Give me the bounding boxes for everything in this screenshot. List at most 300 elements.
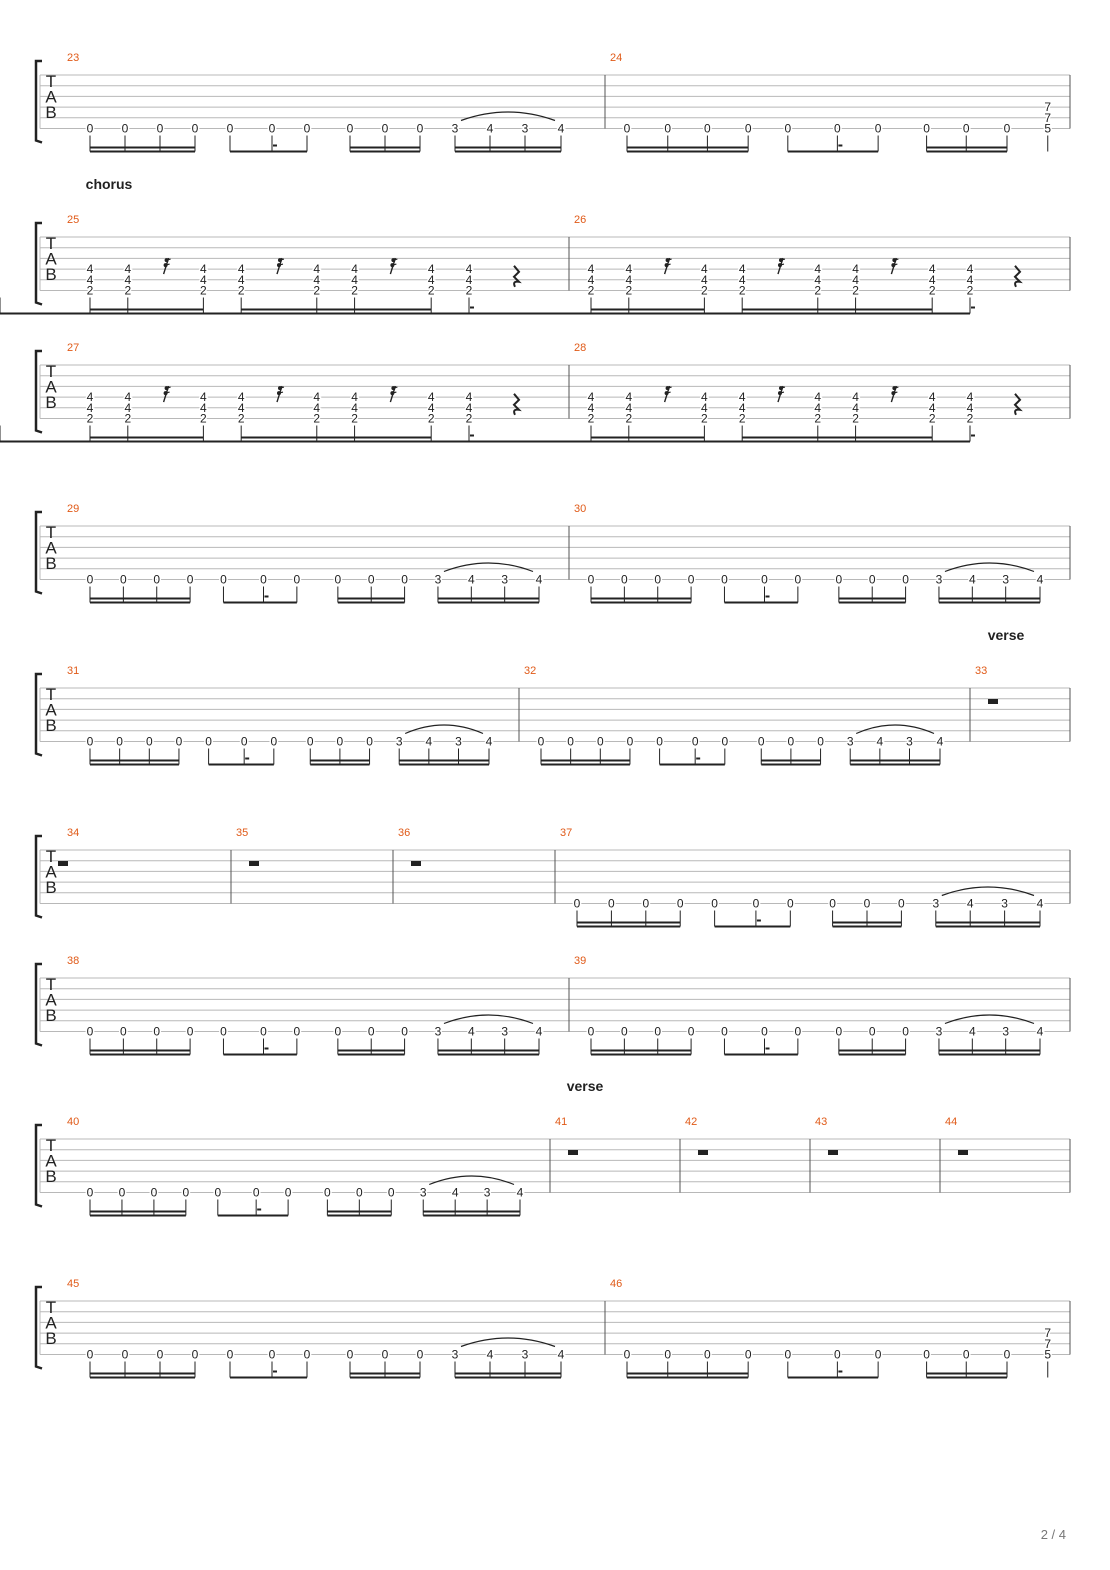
tab-system xyxy=(36,503,1070,603)
system-bracket xyxy=(36,223,42,305)
fret-number: 4 xyxy=(587,272,595,287)
fret-number: 0 xyxy=(863,896,871,911)
fret-number: 4 xyxy=(237,400,245,415)
rhythm-dot xyxy=(765,596,769,598)
fret-number: 4 xyxy=(1036,1024,1044,1039)
fret-number: 4 xyxy=(486,121,494,136)
measure-number: 42 xyxy=(685,1116,698,1128)
fret-number: 4 xyxy=(852,262,859,277)
fret-number: 0 xyxy=(205,734,212,749)
fret-number: 0 xyxy=(334,572,342,587)
fret-number: 0 xyxy=(654,1024,662,1039)
rhythm-dot xyxy=(838,145,842,147)
fret-number: 4 xyxy=(427,400,435,415)
fret-number: 3 xyxy=(906,734,913,749)
fret-number: 4 xyxy=(966,400,974,415)
measure-number: 31 xyxy=(67,665,80,677)
fret-number: 0 xyxy=(761,572,768,587)
fret-number: 0 xyxy=(761,1024,768,1039)
measure xyxy=(0,214,1020,314)
fret-number: 2 xyxy=(427,411,435,426)
fret-number: 4 xyxy=(814,272,822,287)
fret-number: 0 xyxy=(923,1347,930,1362)
fret-number: 2 xyxy=(237,283,245,298)
measure-number: 41 xyxy=(555,1116,568,1128)
fret-number: 0 xyxy=(621,572,628,587)
fret-number: 3 xyxy=(521,1347,529,1362)
fret-number: 0 xyxy=(86,1185,94,1200)
fret-number: 4 xyxy=(701,262,708,277)
fret-number: 4 xyxy=(557,121,565,136)
tab-clef-letter: B xyxy=(45,554,57,573)
system-bracket xyxy=(36,674,42,756)
measure-number: 43 xyxy=(815,1116,828,1128)
fret-number: 0 xyxy=(416,1347,424,1362)
fret-number: 4 xyxy=(86,400,94,415)
fret-number: 4 xyxy=(427,272,435,287)
measure-number: 26 xyxy=(574,214,587,226)
rhythm-dot xyxy=(470,435,474,437)
fret-number: 3 xyxy=(483,1185,491,1200)
fret-number: 0 xyxy=(120,572,127,587)
fret-number: 4 xyxy=(200,390,207,405)
fret-number: 0 xyxy=(156,121,164,136)
tab-system xyxy=(36,827,1070,927)
fret-number: 4 xyxy=(966,896,974,911)
fret-number: 0 xyxy=(676,896,684,911)
fret-number: 4 xyxy=(966,390,974,405)
fret-number: 0 xyxy=(587,1024,595,1039)
measure xyxy=(0,342,1020,442)
system-bracket xyxy=(36,512,42,594)
slur-3-4-3-4 xyxy=(942,887,1034,896)
fret-number: 0 xyxy=(268,121,276,136)
fret-number: 4 xyxy=(237,272,245,287)
measure-number: 29 xyxy=(67,503,80,515)
fret-number: 2 xyxy=(351,411,358,426)
rhythm-dot xyxy=(971,307,975,309)
tab-clef-letter: B xyxy=(45,103,57,122)
fret-number: 3 xyxy=(1002,1024,1010,1039)
fret-number: 0 xyxy=(902,1024,909,1039)
fret-number: 0 xyxy=(608,896,615,911)
fret-number: 0 xyxy=(868,1024,876,1039)
measure xyxy=(236,827,259,866)
measure xyxy=(574,503,1044,603)
fret-number: 0 xyxy=(664,1347,672,1362)
tab-clef-letter: T xyxy=(45,72,57,91)
fret-number: 4 xyxy=(313,390,321,405)
fret-number: 7 xyxy=(1044,1326,1052,1341)
fret-number: 0 xyxy=(902,572,909,587)
fret-number: 4 xyxy=(200,400,207,415)
fret-number: 0 xyxy=(191,121,199,136)
system-bracket xyxy=(36,964,42,1046)
fret-number: 4 xyxy=(852,400,859,415)
fret-number: 2 xyxy=(966,411,974,426)
tab-clef-letter: A xyxy=(45,990,57,1010)
fret-number: 4 xyxy=(351,262,358,277)
measure xyxy=(815,1116,838,1155)
tab-clef-letter: T xyxy=(45,234,57,253)
fret-number: 3 xyxy=(451,1347,459,1362)
fret-number: 0 xyxy=(962,1347,970,1362)
fret-number: 0 xyxy=(642,896,650,911)
fret-number: 0 xyxy=(150,1185,158,1200)
fret-number: 0 xyxy=(711,896,718,911)
fret-number: 3 xyxy=(434,1024,442,1039)
fret-number: 0 xyxy=(573,896,581,911)
fret-number: 0 xyxy=(621,1024,628,1039)
fret-number: 0 xyxy=(355,1185,363,1200)
measure-number: 34 xyxy=(67,827,80,839)
tab-clef-letter: A xyxy=(45,249,57,269)
tab-clef-letter: B xyxy=(45,1006,57,1025)
fret-number: 4 xyxy=(625,390,633,405)
fret-number: 0 xyxy=(401,1024,408,1039)
rhythm-dot xyxy=(257,1209,261,1211)
fret-number: 0 xyxy=(121,1347,129,1362)
fret-number: 0 xyxy=(284,1185,292,1200)
fret-number: 2 xyxy=(313,283,321,298)
fret-number: 0 xyxy=(381,1347,389,1362)
fret-number: 0 xyxy=(835,1024,843,1039)
fret-number: 4 xyxy=(625,272,633,287)
fret-number: 2 xyxy=(852,283,859,298)
page-number: 2 / 4 xyxy=(1040,1527,1066,1542)
fret-number: 0 xyxy=(401,572,408,587)
fret-number: 4 xyxy=(814,390,822,405)
tab-system xyxy=(0,176,1070,314)
fret-number: 0 xyxy=(118,1185,126,1200)
tab-system xyxy=(36,1078,1070,1216)
fret-number: 0 xyxy=(324,1185,331,1200)
fret-number: 0 xyxy=(794,1024,802,1039)
fret-number: 4 xyxy=(465,262,473,277)
rhythm-dot xyxy=(838,1371,842,1373)
fret-number: 0 xyxy=(346,1347,354,1362)
fret-number: 2 xyxy=(124,411,132,426)
fret-number: 4 xyxy=(237,390,245,405)
tab-system xyxy=(36,1278,1070,1378)
fret-number: 4 xyxy=(237,262,245,277)
fret-number: 4 xyxy=(876,734,884,749)
fret-number: 3 xyxy=(501,1024,509,1039)
fret-number: 2 xyxy=(465,411,473,426)
fret-number: 4 xyxy=(701,272,708,287)
fret-number: 2 xyxy=(237,411,245,426)
fret-number: 0 xyxy=(175,734,183,749)
fret-number: 0 xyxy=(623,121,631,136)
fret-number: 4 xyxy=(451,1185,459,1200)
fret-number: 4 xyxy=(814,262,822,277)
fret-number: 0 xyxy=(537,734,545,749)
measure-number: 44 xyxy=(945,1116,958,1128)
fret-number: 0 xyxy=(220,572,227,587)
fret-number: 0 xyxy=(145,734,153,749)
measure xyxy=(398,827,421,866)
fret-number: 0 xyxy=(366,734,373,749)
slur-3-4-3-4 xyxy=(945,563,1034,572)
fret-number: 0 xyxy=(153,1024,161,1039)
fret-number: 2 xyxy=(587,283,595,298)
fret-number: 0 xyxy=(687,1024,695,1039)
fret-number: 0 xyxy=(752,896,760,911)
measure-number: 36 xyxy=(398,827,411,839)
fret-number: 0 xyxy=(293,1024,301,1039)
fret-number: 4 xyxy=(535,572,543,587)
fret-number: 4 xyxy=(936,734,944,749)
fret-number: 3 xyxy=(451,121,459,136)
measure xyxy=(67,52,565,152)
whole-rest xyxy=(828,1150,838,1155)
fret-number: 7 xyxy=(1044,1336,1052,1351)
fret-number: 0 xyxy=(656,734,663,749)
fret-number: 4 xyxy=(124,272,132,287)
fret-number: 0 xyxy=(874,121,882,136)
fret-number: 0 xyxy=(874,1347,882,1362)
fret-number: 0 xyxy=(834,1347,841,1362)
measure-number: 35 xyxy=(236,827,249,839)
measure-number: 30 xyxy=(574,503,587,515)
fret-number: 2 xyxy=(738,283,746,298)
fret-number: 4 xyxy=(467,1024,475,1039)
fret-number: 2 xyxy=(200,283,207,298)
section-label: verse xyxy=(987,627,1025,643)
measure xyxy=(67,1278,565,1378)
fret-number: 0 xyxy=(252,1185,260,1200)
fret-number: 4 xyxy=(465,272,473,287)
fret-number: 4 xyxy=(351,272,358,287)
measure-number: 37 xyxy=(560,827,573,839)
measure xyxy=(0,214,519,314)
measure-number: 39 xyxy=(574,955,587,967)
tab-system xyxy=(0,342,1070,442)
measure-number: 32 xyxy=(524,665,537,677)
tab-system xyxy=(36,627,1070,765)
slur-3-4-3-4 xyxy=(429,1176,514,1185)
fret-number: 0 xyxy=(367,572,375,587)
tab-clef-letter: A xyxy=(45,1313,57,1333)
fret-number: 0 xyxy=(214,1185,222,1200)
fret-number: 2 xyxy=(427,283,435,298)
slur-3-4-3-4 xyxy=(856,725,934,734)
fret-number: 0 xyxy=(86,1347,94,1362)
measure xyxy=(574,955,1044,1055)
fret-number: 4 xyxy=(625,400,633,415)
fret-number: 4 xyxy=(486,1347,494,1362)
fret-number: 4 xyxy=(200,272,207,287)
fret-number: 0 xyxy=(623,1347,631,1362)
tab-system xyxy=(36,52,1070,152)
fret-number: 4 xyxy=(738,272,746,287)
fret-number: 0 xyxy=(270,734,278,749)
measure xyxy=(67,1116,524,1216)
fret-number: 4 xyxy=(1036,572,1044,587)
whole-rest xyxy=(411,861,421,866)
fret-number: 3 xyxy=(1002,572,1010,587)
tab-clef-letter: B xyxy=(45,716,57,735)
measure-number: 38 xyxy=(67,955,80,967)
fret-number: 4 xyxy=(1036,896,1044,911)
whole-rest xyxy=(568,1150,578,1155)
measure-number: 25 xyxy=(67,214,80,226)
fret-number: 4 xyxy=(425,734,433,749)
fret-number: 0 xyxy=(303,1347,311,1362)
fret-number: 4 xyxy=(966,272,974,287)
slur-3-4-3-4 xyxy=(461,1338,555,1347)
fret-number: 4 xyxy=(966,262,974,277)
fret-number: 4 xyxy=(86,262,94,277)
fret-number: 0 xyxy=(381,121,389,136)
fret-number: 7 xyxy=(1044,110,1052,125)
fret-number: 4 xyxy=(124,262,132,277)
whole-rest xyxy=(698,1150,708,1155)
fret-number: 0 xyxy=(691,734,699,749)
system-bracket xyxy=(36,351,42,433)
measure xyxy=(610,52,1051,152)
tab-clef-letter: B xyxy=(45,1167,57,1186)
tab-clef-letter: A xyxy=(45,700,57,720)
measure-number: 24 xyxy=(610,52,623,64)
fret-number: 4 xyxy=(587,390,595,405)
measure xyxy=(685,1116,708,1155)
tab-clef-letter: B xyxy=(45,878,57,897)
fret-number: 4 xyxy=(701,400,708,415)
fret-number: 0 xyxy=(120,1024,127,1039)
rhythm-dot xyxy=(264,1048,268,1050)
fret-number: 4 xyxy=(535,1024,543,1039)
slur-3-4-3-4 xyxy=(444,1015,533,1024)
tab-clef-letter: A xyxy=(45,538,57,558)
fret-number: 0 xyxy=(336,734,344,749)
rhythm-dot xyxy=(696,758,700,760)
fret-number: 4 xyxy=(465,400,473,415)
fret-number: 4 xyxy=(200,262,207,277)
fret-number: 7 xyxy=(1044,100,1052,115)
fret-number: 4 xyxy=(427,390,435,405)
fret-number: 0 xyxy=(704,121,711,136)
measure-number: 28 xyxy=(574,342,587,354)
fret-number: 0 xyxy=(186,1024,194,1039)
fret-number: 0 xyxy=(86,1024,94,1039)
fret-number: 0 xyxy=(116,734,123,749)
whole-rest xyxy=(249,861,259,866)
fret-number: 0 xyxy=(121,121,129,136)
fret-number: 4 xyxy=(467,572,475,587)
fret-number: 4 xyxy=(427,262,435,277)
fret-number: 2 xyxy=(814,283,822,298)
rhythm-dot xyxy=(765,1048,769,1050)
measure xyxy=(610,1278,1051,1378)
fret-number: 0 xyxy=(226,1347,234,1362)
fret-number: 0 xyxy=(626,734,634,749)
fret-number: 0 xyxy=(191,1347,199,1362)
measure-number: 23 xyxy=(67,52,80,64)
rhythm-dot xyxy=(757,920,761,922)
fret-number: 0 xyxy=(293,572,301,587)
fret-number: 0 xyxy=(186,572,194,587)
fret-number: 0 xyxy=(260,1024,267,1039)
fret-number: 0 xyxy=(334,1024,342,1039)
fret-number: 4 xyxy=(701,390,708,405)
fret-number: 0 xyxy=(346,121,354,136)
fret-number: 4 xyxy=(814,400,822,415)
fret-number: 3 xyxy=(434,572,442,587)
fret-number: 0 xyxy=(757,734,765,749)
fret-number: 0 xyxy=(1003,121,1011,136)
fret-number: 2 xyxy=(465,283,473,298)
fret-number: 0 xyxy=(654,572,662,587)
fret-number: 4 xyxy=(124,390,132,405)
fret-number: 4 xyxy=(968,1024,976,1039)
fret-number: 0 xyxy=(721,734,729,749)
tab-clef-letter: A xyxy=(45,1151,57,1171)
fret-number: 4 xyxy=(738,262,746,277)
rhythm-dot xyxy=(971,435,975,437)
measure-number: 46 xyxy=(610,1278,623,1290)
measure xyxy=(560,827,1044,927)
fret-number: 4 xyxy=(313,272,321,287)
fret-number: 0 xyxy=(303,121,311,136)
fret-number: 4 xyxy=(351,400,358,415)
rhythm-dot xyxy=(470,307,474,309)
fret-number: 4 xyxy=(928,272,936,287)
fret-number: 2 xyxy=(928,411,936,426)
fret-number: 4 xyxy=(465,390,473,405)
tab-clef-letter: B xyxy=(45,1329,57,1348)
fret-number: 0 xyxy=(817,734,824,749)
tab-system xyxy=(36,955,1070,1055)
measure xyxy=(67,503,543,603)
measure xyxy=(67,665,493,765)
system-bracket xyxy=(36,61,42,143)
tab-clef-letter: A xyxy=(45,862,57,882)
fret-number: 0 xyxy=(182,1185,190,1200)
fret-number: 0 xyxy=(268,1347,276,1362)
fret-number: 3 xyxy=(932,896,940,911)
fret-number: 2 xyxy=(86,283,94,298)
tab-clef-letter: B xyxy=(45,265,57,284)
fret-number: 0 xyxy=(962,121,970,136)
measure-number: 40 xyxy=(67,1116,80,1128)
slur-3-4-3-4 xyxy=(945,1015,1034,1024)
tab-clef-letter: T xyxy=(45,975,57,994)
fret-number: 2 xyxy=(200,411,207,426)
fret-number: 0 xyxy=(367,1024,375,1039)
fret-number: 0 xyxy=(923,121,930,136)
fret-number: 4 xyxy=(852,390,859,405)
fret-number: 4 xyxy=(738,390,746,405)
tab-clef-letter: A xyxy=(45,377,57,397)
fret-number: 2 xyxy=(966,283,974,298)
measure xyxy=(555,1116,578,1155)
fret-number: 0 xyxy=(86,572,94,587)
rhythm-dot xyxy=(273,1371,277,1373)
fret-number: 0 xyxy=(240,734,248,749)
fret-number: 0 xyxy=(156,1347,164,1362)
fret-number: 4 xyxy=(928,390,936,405)
fret-number: 0 xyxy=(220,1024,227,1039)
tab-clef-letter: T xyxy=(45,1136,57,1155)
tab-clef-letter: T xyxy=(45,523,57,542)
fret-number: 0 xyxy=(687,572,695,587)
fret-number: 0 xyxy=(829,896,836,911)
slur-3-4-3-4 xyxy=(461,112,555,121)
section-label: chorus xyxy=(85,176,133,192)
tab-clef-letter: T xyxy=(45,847,57,866)
measure xyxy=(945,1116,968,1155)
